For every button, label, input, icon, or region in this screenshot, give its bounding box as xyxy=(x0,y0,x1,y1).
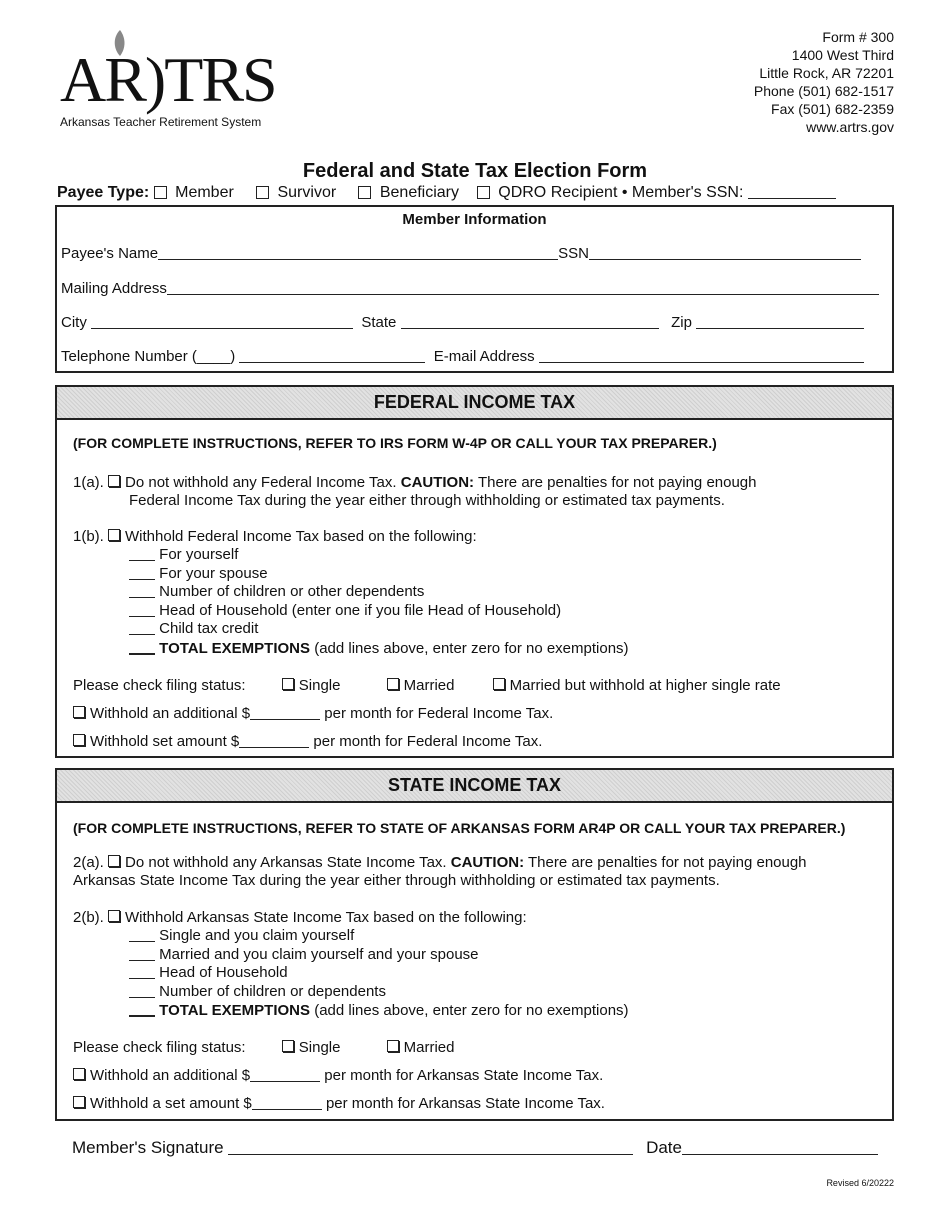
option-label: Married but withhold at higher single rate xyxy=(509,677,781,694)
city-field[interactable] xyxy=(91,314,353,329)
section-heading: STATE INCOME TAX xyxy=(57,770,892,803)
address-line: 1400 West Third xyxy=(791,47,894,63)
email-field[interactable] xyxy=(539,348,864,363)
signature-row xyxy=(72,1138,878,1158)
option-text: There are penalties for not paying enough xyxy=(528,854,807,871)
option-text: per month for Arkansas State Income Tax. xyxy=(324,1067,604,1084)
total-label: TOTAL EXEMPTIONS xyxy=(159,639,311,657)
telephone-label: Telephone Number (____) xyxy=(61,348,236,365)
option-label: Member xyxy=(175,184,234,201)
filing-status-label: Please check filing status: xyxy=(73,677,246,694)
ssn-field[interactable] xyxy=(589,245,861,260)
option-label: Single xyxy=(298,1039,341,1056)
checkbox-no-federal-withholding[interactable] xyxy=(108,475,120,487)
exemption-label: Head of Household xyxy=(159,964,288,981)
option-number: 2(a). xyxy=(73,854,104,871)
member-info-section xyxy=(55,205,894,373)
instructions: (FOR COMPLETE INSTRUCTIONS, REFER TO STATE OF ARKANSAS FORM AR4P OR CALL YOUR TAX PREPARER.) xyxy=(73,820,846,836)
contact-block xyxy=(754,28,894,136)
total-exemptions-field[interactable] xyxy=(129,1001,155,1017)
option-label: Beneficiary xyxy=(379,184,460,201)
checkbox-single[interactable] xyxy=(282,678,294,690)
telephone-field[interactable] xyxy=(239,348,425,363)
set-amount-field[interactable] xyxy=(252,1095,322,1110)
exemption-label: Child tax credit xyxy=(159,620,259,637)
checkbox-additional[interactable] xyxy=(73,1068,85,1080)
option-text: per month for Federal Income Tax. xyxy=(324,705,554,722)
mailing-address-label: Mailing Address xyxy=(61,280,167,297)
option-number: 1(b). xyxy=(73,528,104,545)
option-text: Do not withhold any Federal Income Tax. xyxy=(125,474,397,491)
checkbox-single[interactable] xyxy=(282,1040,294,1052)
filing-status-label: Please check filing status: xyxy=(73,1039,246,1056)
total-label: TOTAL EXEMPTIONS xyxy=(159,1002,311,1019)
total-exemptions-field[interactable] xyxy=(129,639,155,655)
option-text: Federal Income Tax during the year either through withholding or estimated tax payments. xyxy=(129,492,725,509)
total-note: (add lines above, enter zero for no exemptions) xyxy=(314,1002,629,1019)
state-label: State xyxy=(361,314,397,331)
exemption-label: Head of Household (enter one if you file Head of Household) xyxy=(159,601,562,619)
exemption-label: For yourself xyxy=(159,546,239,563)
checkbox-withhold-state[interactable] xyxy=(108,910,120,922)
checkbox-additional[interactable] xyxy=(73,706,85,718)
zip-field[interactable] xyxy=(696,314,864,329)
mailing-address-field[interactable] xyxy=(167,280,879,295)
artrs-logo xyxy=(60,30,300,130)
option-label: Married xyxy=(403,1039,455,1056)
exemption-list xyxy=(129,546,629,658)
exemption-field[interactable] xyxy=(129,927,155,942)
payee-name-field[interactable] xyxy=(158,245,558,260)
exemption-field[interactable] xyxy=(129,964,155,979)
option-label: Survivor xyxy=(277,184,337,201)
option-text: Withhold a set amount $ xyxy=(90,1095,252,1112)
checkbox-no-state-withholding[interactable] xyxy=(108,855,120,867)
checkbox-withhold-federal[interactable] xyxy=(108,529,120,541)
checkbox-beneficiary[interactable] xyxy=(358,186,371,199)
option-text: Arkansas State Income Tax during the year either through withholding or estimated tax payments. xyxy=(73,872,720,889)
option-label: Single xyxy=(298,677,341,694)
page-title: Federal and State Tax Election Form xyxy=(302,160,648,182)
section-heading: Member Information xyxy=(402,211,547,228)
checkbox-married[interactable] xyxy=(387,678,399,690)
member-ssn-label: • Member's SSN: xyxy=(621,184,744,201)
exemption-list xyxy=(129,927,629,1021)
fax: Fax (501) 682-2359 xyxy=(771,101,894,117)
email-label: E-mail Address xyxy=(433,348,535,365)
phone: Phone (501) 682-1517 xyxy=(753,83,894,99)
federal-tax-section xyxy=(55,385,894,758)
checkbox-married[interactable] xyxy=(387,1040,399,1052)
city-line: Little Rock, AR 72201 xyxy=(759,65,894,81)
option-number: 1(a). xyxy=(73,474,104,491)
ssn-label: SSN xyxy=(558,245,589,262)
option-text: Withhold an additional $ xyxy=(90,705,251,722)
checkbox-set-amount[interactable] xyxy=(73,734,85,746)
additional-amount-field[interactable] xyxy=(250,705,320,720)
option-text: There are penalties for not paying enough xyxy=(477,474,757,491)
checkbox-qdro[interactable] xyxy=(477,186,490,199)
form-number: Form # 300 xyxy=(822,29,894,45)
city-label: City xyxy=(61,314,87,331)
option-text: Withhold Federal Income Tax based on the following: xyxy=(125,528,477,545)
exemption-label: Single and you claim yourself xyxy=(159,927,355,944)
signature-label: Member's Signature xyxy=(72,1138,224,1157)
option-label: Married xyxy=(403,677,455,694)
signature-field[interactable] xyxy=(228,1140,633,1155)
exemption-field[interactable] xyxy=(129,602,155,617)
exemption-field[interactable] xyxy=(129,583,155,598)
date-label: Date xyxy=(646,1138,682,1157)
option-label: QDRO Recipient xyxy=(498,184,618,201)
option-text: per month for Arkansas State Income Tax. xyxy=(325,1095,605,1112)
exemption-label: For your spouse xyxy=(159,564,268,582)
state-field[interactable] xyxy=(401,314,659,329)
logo-text: AR)TRS xyxy=(60,44,276,115)
exemption-field[interactable] xyxy=(129,546,155,561)
additional-amount-field[interactable] xyxy=(250,1067,320,1082)
exemption-label: Number of children or dependents xyxy=(159,982,386,1000)
checkbox-survivor[interactable] xyxy=(256,186,269,199)
set-amount-field[interactable] xyxy=(239,733,309,748)
member-ssn-field[interactable] xyxy=(748,184,836,199)
checkbox-set-amount[interactable] xyxy=(73,1096,85,1108)
option-text: Do not withhold any Arkansas State Income Tax. xyxy=(125,854,447,871)
exemption-label: Married and you claim yourself and your spouse xyxy=(159,945,479,963)
payee-type-row: Payee Type: Member Survivor Beneficiary QDRO Recipient • Member's SSN: xyxy=(57,184,836,202)
payee-name-label: Payee's Name xyxy=(61,245,159,262)
exemption-field[interactable] xyxy=(129,946,155,961)
revision-note: Revised 6/20222 xyxy=(826,1178,894,1188)
exemption-field[interactable] xyxy=(129,565,155,580)
option-text: per month for Federal Income Tax. xyxy=(313,733,543,750)
exemption-label: Number of children or other dependents xyxy=(159,583,425,600)
option-number: 2(b). xyxy=(73,909,104,926)
total-note: (add lines above, enter zero for no exemptions) xyxy=(314,639,629,657)
zip-label: Zip xyxy=(671,314,692,331)
org-name: Arkansas Teacher Retirement System xyxy=(60,115,262,129)
caution-label: CAUTION: xyxy=(400,474,475,491)
option-text: Withhold set amount $ xyxy=(90,733,240,750)
caution-label: CAUTION: xyxy=(450,854,525,871)
instructions: (FOR COMPLETE INSTRUCTIONS, REFER TO IRS FORM W-4P OR CALL YOUR TAX PREPARER.) xyxy=(73,435,717,451)
exemption-field[interactable] xyxy=(129,983,155,998)
date-field[interactable] xyxy=(682,1140,878,1155)
checkbox-member[interactable] xyxy=(154,186,167,199)
exemption-field[interactable] xyxy=(129,620,155,635)
state-tax-section xyxy=(55,768,894,1121)
option-text: Withhold Arkansas State Income Tax based on the following: xyxy=(125,909,527,926)
section-heading: FEDERAL INCOME TAX xyxy=(57,387,892,420)
payee-type-label: Payee Type xyxy=(57,184,144,201)
option-text: Withhold an additional $ xyxy=(90,1067,251,1084)
checkbox-married-single-rate[interactable] xyxy=(493,678,505,690)
website: www.artrs.gov xyxy=(806,119,894,135)
